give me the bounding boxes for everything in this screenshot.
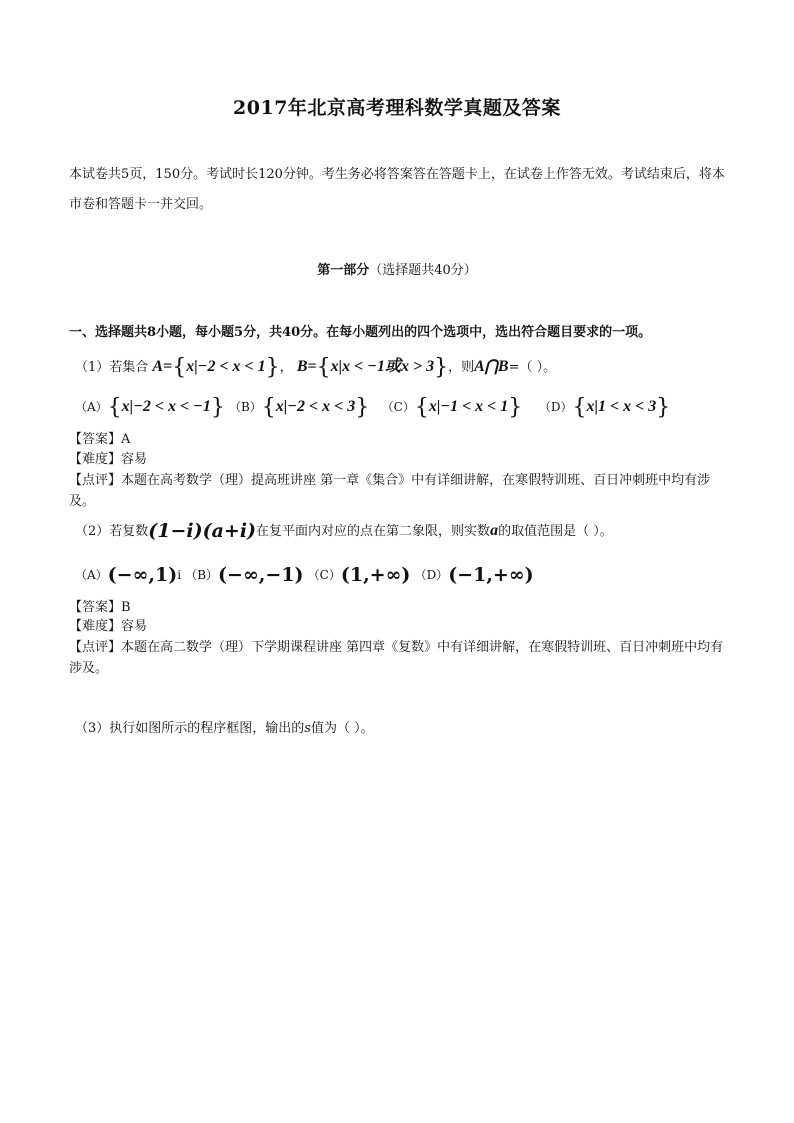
brace-left-icon: { <box>172 355 187 380</box>
q3-var: s <box>304 721 311 736</box>
brace-left-icon: { <box>261 395 276 420</box>
q1-equals: = <box>163 358 173 375</box>
q1-option-c: x|−1 < x < 1 <box>428 398 509 415</box>
q1-option-b-label: （B） <box>228 400 262 414</box>
q2-option-c-label: （C） <box>307 568 341 582</box>
q1-set-b-body: x|x < −1或x > 3 <box>330 358 435 375</box>
brace-left-icon: { <box>316 355 331 380</box>
q1-option-d: x|1 < x < 3 <box>586 398 657 415</box>
brace-right-icon: } <box>656 395 671 420</box>
brace-left-icon: { <box>414 395 429 420</box>
q1-option-d-label: （D） <box>538 400 573 414</box>
brace-right-icon: } <box>210 395 225 420</box>
question-2-options <box>75 564 534 586</box>
part-note: （选择题共40分） <box>369 263 477 278</box>
q2-option-a-label: （A） <box>75 568 108 582</box>
q2-difficulty: 【难度】容易 <box>69 619 148 634</box>
q1-comment: 【点评】本题在高考数学（理）提高班讲座 第一章《集合》中有详细讲解，在寒假特训班、百日冲刺班中均有涉及。 <box>69 473 711 509</box>
part-label: 第一部分 <box>317 263 370 278</box>
q1-tail: ，则 <box>448 360 475 375</box>
q1-equals-b: = <box>307 358 317 375</box>
q2-option-d-label: （D） <box>414 568 449 582</box>
q1-difficulty: 【难度】容易 <box>69 452 148 467</box>
brace-right-icon: } <box>508 395 523 420</box>
q1-intersection: A⋂B <box>474 358 509 375</box>
q2-option-c: (1,+∞) <box>340 564 411 586</box>
q1-option-a: x|−2 < x < −1 <box>121 398 211 415</box>
q2-var: a <box>490 522 499 539</box>
q2-option-a: (−∞,1) <box>107 564 178 586</box>
section-heading: 一、选择题共8小题，每小题5分，共40分。在每小题列出的四个选项中，选出符合题目要求的一项。 <box>69 325 652 340</box>
q2-mid: 在复平面内对应的点在第二象限，则实数 <box>256 524 491 539</box>
brace-right-icon: } <box>265 355 280 380</box>
q1-set-a-name: A <box>152 358 164 375</box>
q1-set-a-body: x|−2 < x < 1 <box>186 358 266 375</box>
question-2-stem <box>75 520 613 542</box>
question-3-stem <box>75 717 374 736</box>
question-1-stem <box>75 353 556 380</box>
q1-set-b-name: B <box>296 358 308 375</box>
q2-comment: 【点评】本题在高二数学（理）下学期课程讲座 第四章《复数》中有详细讲解，在寒假特训班、百日冲刺班中均有涉及。 <box>69 640 724 676</box>
q1-end: =（ ）。 <box>508 360 557 375</box>
q1-answer: 【答案】A <box>69 432 131 447</box>
brace-right-icon: } <box>355 395 370 420</box>
intro-paragraph: 本试卷共5页，150分。考试时长120分钟。考生务必将答案答在答题卡上，在试卷上作答无效。考试结束后，将本市卷和答题卡一并交回。 <box>69 167 725 212</box>
brace-left-icon: { <box>107 395 122 420</box>
brace-right-icon: } <box>434 355 449 380</box>
q2-option-b: (−∞,−1) <box>218 564 304 586</box>
q3-text-before: （3）执行如图所示的程序框图，输出的 <box>75 721 305 736</box>
q1-option-c-label: （C） <box>381 400 415 414</box>
q1-option-b: x|−2 < x < 3 <box>275 398 356 415</box>
q2-answer: 【答案】B <box>69 600 131 615</box>
q1-option-a-label: （A） <box>75 400 108 414</box>
brace-left-icon: { <box>572 395 587 420</box>
q2-number: （2）若复数 <box>75 524 149 539</box>
q2-option-b-label: （B） <box>185 568 219 582</box>
question-1-options <box>75 395 670 420</box>
q3-text-after: 值为（ ）。 <box>310 721 374 736</box>
q1-number: （1）若集合 <box>75 360 149 375</box>
q2-option-d: (−1,+∞) <box>448 564 534 586</box>
q1-comma: ， <box>279 360 293 375</box>
q2-option-a-suffix: i <box>177 568 182 582</box>
part-heading <box>0 259 794 278</box>
q2-end: 的取值范围是（ ）。 <box>498 524 613 539</box>
page-title: 2017年北京高考理科数学真题及答案 <box>233 97 561 119</box>
q2-expression: (1−i)(a+i) <box>148 520 257 542</box>
